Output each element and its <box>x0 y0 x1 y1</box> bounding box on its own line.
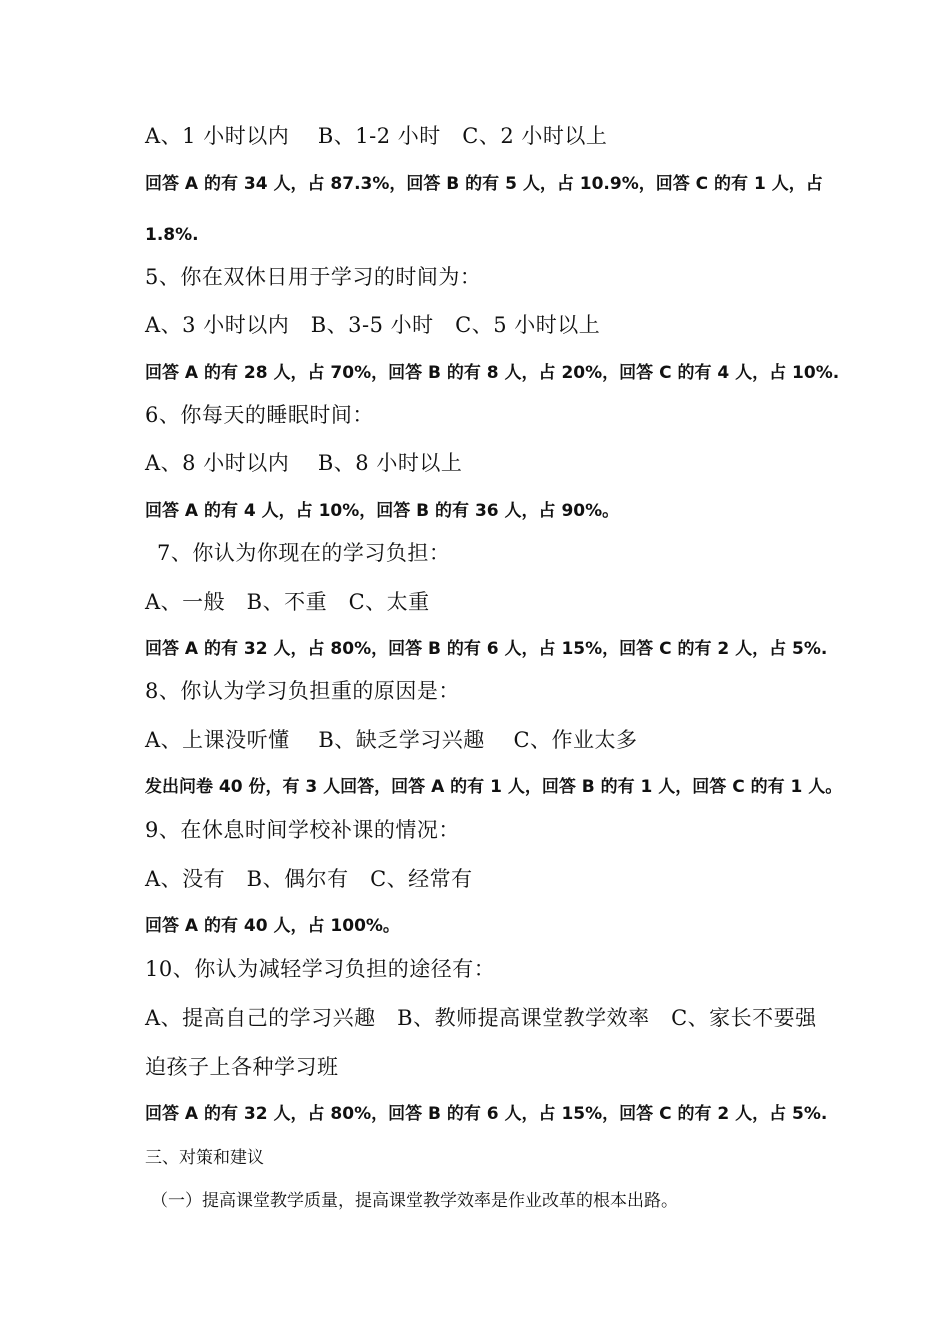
q6-question: 6、你每天的睡眠时间： <box>145 403 374 427</box>
q6-answer: 回答 A 的有 4 人，占 10%，回答 B 的有 36 人，占 90%。 <box>145 501 620 521</box>
q9-options: A、没有 B、偶尔有 C、经常有 <box>145 867 473 891</box>
q10-question: 10、你认为减轻学习负担的途径有： <box>145 957 496 981</box>
q8-options: A、上课没听懂 B、缺乏学习兴趣 C、作业太多 <box>145 728 638 752</box>
q5-question: 5、你在双休日用于学习的时间为： <box>145 265 482 289</box>
q9-question: 9、在休息时间学校补课的情况： <box>145 818 460 842</box>
section-heading: 三、对策和建议 <box>145 1148 264 1168</box>
q7-question: 7、你认为你现在的学习负担： <box>157 541 451 565</box>
q4-answer: 回答 A 的有 34 人，占 87.3%，回答 B 的有 5 人，占 10.9%，回答 C 的有 1 人，占 <box>145 174 823 194</box>
q10-answer: 回答 A 的有 32 人，占 80%，回答 B 的有 6 人，占 15%，回答 C 的有 2 人，占 5%. <box>145 1104 828 1124</box>
q4-answer-cont: 1.8%. <box>145 225 199 245</box>
q8-answer: 发出问卷 40 份，有 3 人回答，回答 A 的有 1 人，回答 B 的有 1 人，回答 C 的有 1 人。 <box>145 777 843 797</box>
q8-question: 8、你认为学习负担重的原因是： <box>145 679 460 703</box>
q5-answer: 回答 A 的有 28 人，占 70%，回答 B 的有 8 人，占 20%，回答 C 的有 4 人，占 10%. <box>145 363 840 383</box>
q10-options: A、提高自己的学习兴趣 B、教师提高课堂教学效率 C、家长不要强 <box>145 1006 817 1030</box>
subsection-heading: （一）提高课堂教学质量，提高课堂教学效率是作业改革的根本出路。 <box>151 1191 678 1211</box>
q7-answer: 回答 A 的有 32 人，占 80%，回答 B 的有 6 人，占 15%，回答 C 的有 2 人，占 5%. <box>145 639 828 659</box>
q5-options: A、3 小时以内 B、3-5 小时 C、5 小时以上 <box>145 313 601 337</box>
q4-options: A、1 小时以内 B、1-2 小时 C、2 小时以上 <box>145 124 608 148</box>
q10-options-cont: 迫孩子上各种学习班 <box>145 1055 339 1079</box>
q6-options: A、8 小时以内 B、8 小时以上 <box>145 451 463 475</box>
q7-options: A、一般 B、不重 C、太重 <box>145 590 430 614</box>
q9-answer: 回答 A 的有 40 人，占 100%。 <box>145 916 400 936</box>
